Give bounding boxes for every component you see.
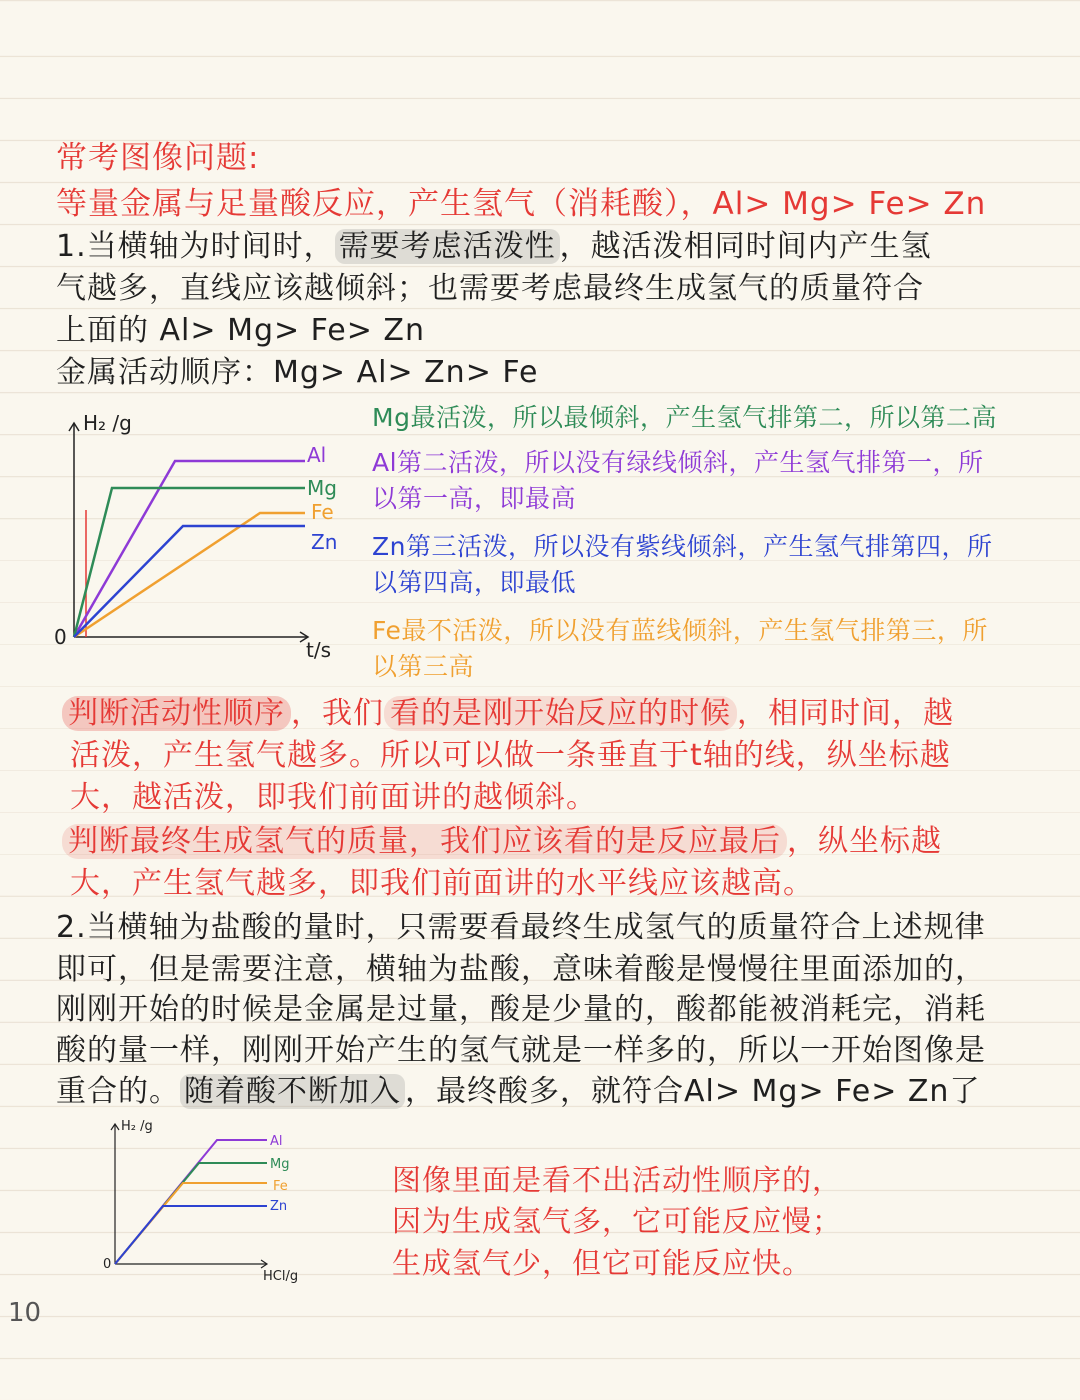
chart1-label-zn: Zn bbox=[311, 530, 338, 554]
judge1-highlight: 判断活动性顺序 bbox=[62, 696, 291, 731]
page-number: 10 bbox=[8, 1298, 42, 1328]
judge1-line3: 大，越活泼，即我们前面讲的越倾斜。 bbox=[70, 780, 597, 815]
judge1-text-c: ，相同时间，越 bbox=[737, 696, 954, 731]
judge1-line1 bbox=[62, 694, 954, 734]
section1-line2: 气越多，直线应该越倾斜；也需要考虑最终生成氢气的质量符合 bbox=[56, 271, 924, 306]
section2-line1: 2.当横轴为盐酸的量时，只需要看最终生成氢气的质量符合上述规律 bbox=[56, 910, 986, 945]
chart1-xlabel: t/s bbox=[306, 638, 331, 662]
judge2-highlight: 判断最终生成氢气的质量，我们应该看的是反应最后 bbox=[62, 824, 787, 859]
judge2-text-c: ，纵坐标越 bbox=[787, 824, 942, 859]
note-zn-line2: 以第四高，即最低 bbox=[372, 568, 577, 597]
section2-line5 bbox=[56, 1072, 980, 1112]
chart2-mg-line bbox=[115, 1163, 267, 1264]
chart1-zn-line bbox=[74, 526, 305, 637]
section1-line1 bbox=[56, 227, 932, 267]
judge1-highlight2: 看的是刚开始反应的时候 bbox=[384, 696, 737, 731]
chart2-label-mg: Mg bbox=[270, 1157, 290, 1172]
section2-line5-b: ，最终酸多，就符合Al> Mg> Fe> Zn了 bbox=[405, 1074, 981, 1109]
notes2-line1: 图像里面是看不出活动性顺序的， bbox=[392, 1163, 843, 1197]
chart2-ylabel: H₂ /g bbox=[121, 1119, 153, 1134]
judge1-line2: 活泼，产生氢气越多。所以可以做一条垂直于t轴的线，纵坐标越 bbox=[70, 738, 951, 773]
chart1-origin: 0 bbox=[54, 625, 67, 649]
chart2-label-zn: Zn bbox=[270, 1199, 288, 1214]
chart1-ylabel: H₂ /g bbox=[83, 411, 132, 435]
judge2-line1 bbox=[62, 822, 942, 862]
section1-line1-number: 1.当横轴为时间时， bbox=[56, 229, 335, 264]
note-mg: Mg最活泼，所以最倾斜，产生氢气排第二，所以第二高 bbox=[372, 403, 997, 432]
section2-line5-a: 重合的。 bbox=[56, 1074, 180, 1109]
chart2 bbox=[95, 1112, 335, 1292]
note-al-line2: 以第一高，即最高 bbox=[372, 484, 577, 513]
section1-line4: 金属活动顺序：Mg> Al> Zn> Fe bbox=[56, 355, 539, 390]
note-al-line1: Al第二活泼，所以没有绿线倾斜，产生氢气排第一，所 bbox=[372, 448, 984, 477]
chart2-origin: 0 bbox=[103, 1257, 112, 1272]
section2-line3: 刚刚开始的时候是金属是过量，酸是少量的，酸都能被消耗完，消耗 bbox=[56, 992, 986, 1027]
section2-line4: 酸的量一样，刚刚开始产生的氢气就是一样多的，所以一开始图像是 bbox=[56, 1033, 986, 1068]
page-subheading: 等量金属与足量酸反应，产生氢气（消耗酸），Al> Mg> Fe> Zn bbox=[56, 186, 987, 222]
page-heading: 常考图像问题: bbox=[56, 140, 260, 176]
chart2-xlabel: HCl/g bbox=[263, 1269, 299, 1284]
chart2-al-line bbox=[115, 1140, 267, 1264]
chart2-fe-line bbox=[115, 1183, 267, 1264]
note-fe-line1: Fe最不活泼，所以没有蓝线倾斜，产生氢气排第三，所 bbox=[372, 616, 988, 645]
section1-line3: 上面的 Al> Mg> Fe> Zn bbox=[56, 313, 425, 348]
section1-line1-rest: ，越活泼相同时间内产生氢 bbox=[559, 229, 932, 264]
section2-line2: 即可，但是需要注意，横轴为盐酸，意味着酸是慢慢往里面添加的， bbox=[56, 952, 986, 987]
chart1-label-fe: Fe bbox=[311, 500, 334, 524]
chart1-label-al: Al bbox=[307, 443, 327, 467]
chart1-label-mg: Mg bbox=[307, 476, 337, 500]
judge1-text-a: ，我们 bbox=[291, 696, 384, 731]
judge2-line2: 大，产生氢气越多，即我们前面讲的水平线应该越高。 bbox=[70, 866, 814, 901]
notes2-line3: 生成氢气少，但它可能反应快。 bbox=[392, 1246, 813, 1280]
section2-highlight: 随着酸不断加入 bbox=[180, 1074, 405, 1109]
note-zn-line1: Zn第三活泼，所以没有紫线倾斜，产生氢气排第四，所 bbox=[372, 532, 993, 561]
notes2-line2: 因为生成氢气多，它可能反应慢； bbox=[392, 1204, 843, 1238]
chart2-label-al: Al bbox=[270, 1134, 283, 1149]
chart2-label-fe: Fe bbox=[273, 1179, 288, 1194]
section1-highlight: 需要考虑活泼性 bbox=[335, 229, 560, 264]
chart2-zn-line bbox=[115, 1206, 267, 1264]
chart1 bbox=[50, 405, 360, 670]
note-fe-line2: 以第三高 bbox=[372, 652, 475, 681]
